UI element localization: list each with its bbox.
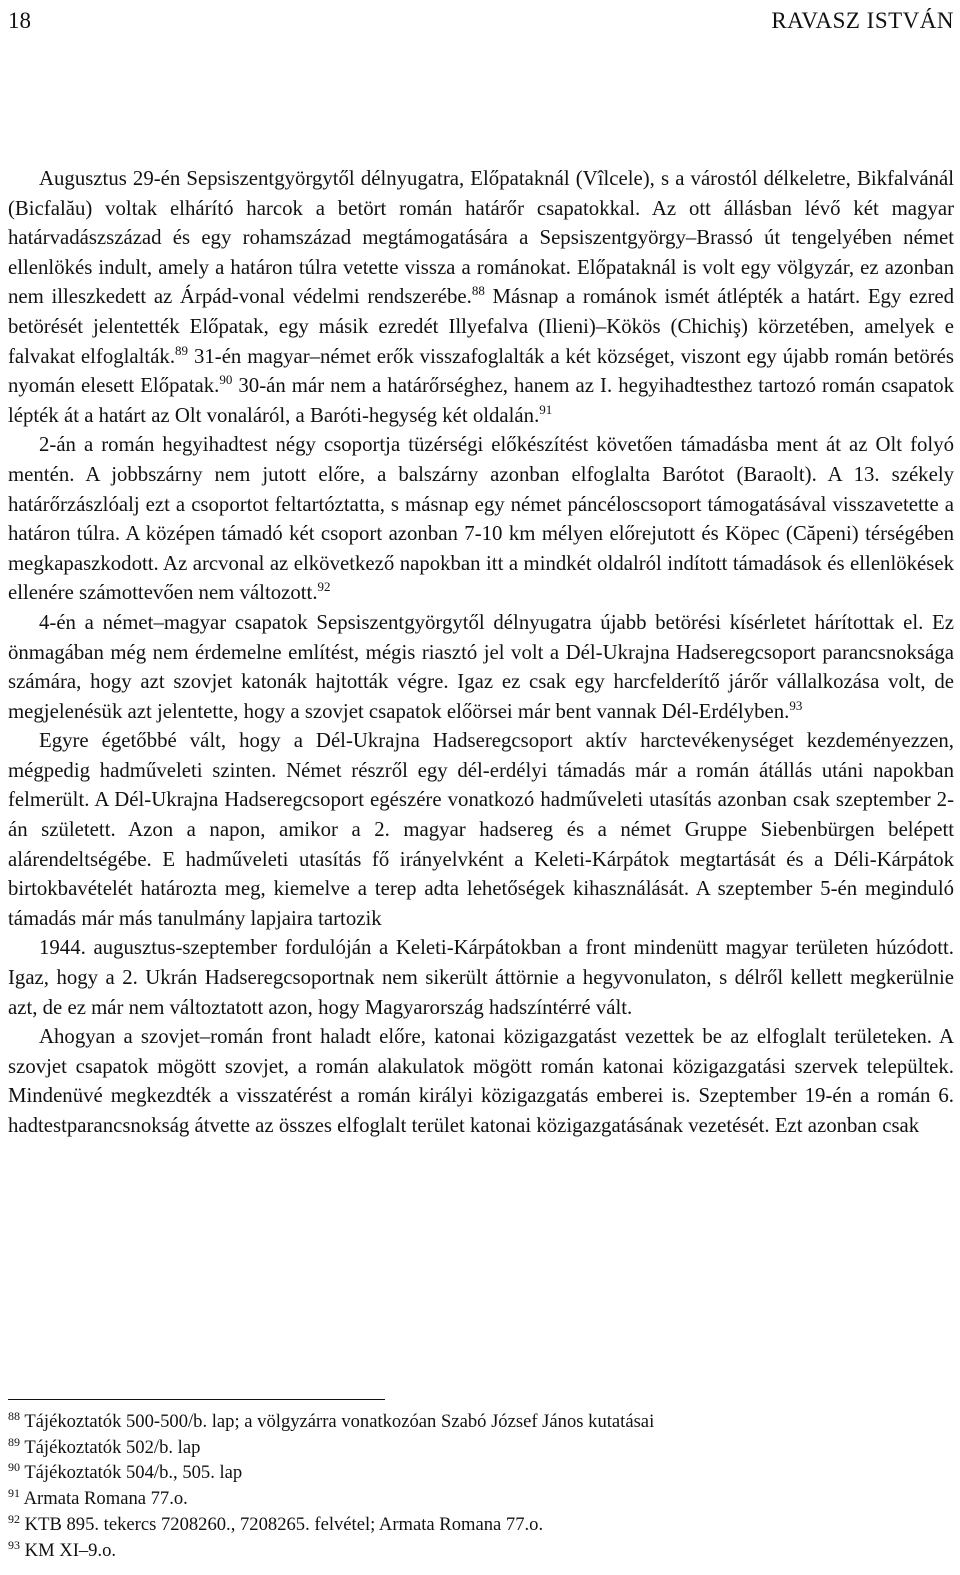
footnote-reference: 91: [539, 401, 553, 417]
footnote-number: 91: [8, 1486, 20, 1501]
footnote-item: [8, 1512, 954, 1538]
paragraph-text: Augusztus 29-én Sepsiszentgyörgytől délnyugatra, Előpataknál (Vîlcele), s a várostól délkeletre, Bikfalvánál (Bicfalău) voltak elhárító harcok a betört román határőr csapatokkal. Az ott állásban lévő két magyar határvadászszázad és egy rohamszázad megtámogatására a Sepsiszentgyörgy–Brassó út tengelyében német ellenlökés indult, amely a határon túlra vetette vissza a románokat. Előpataknál is volt egy völgyzár, ez azonban nem illeszkedett az Árpád-vonal védelmi rendszerébe.: [8, 167, 954, 309]
footnote-item: [8, 1486, 954, 1512]
paragraph-text: 30-án már nem a határőrséghez, hanem az I. hegyihadtesthez tartozó román csapatok lépték át a határt az Olt vonaláról, a Baróti-hegység két oldalán.: [8, 374, 954, 427]
body-paragraph: [8, 164, 954, 430]
body-text: [8, 164, 954, 1141]
footnote-text: KM XI–9.o.: [24, 1539, 117, 1561]
body-paragraph: [8, 933, 954, 1022]
paragraph-text: 31-én magyar–német erők visszafoglalták a két községet, viszont egy újabb román betörés nyomán elesett Előpatak.: [8, 344, 954, 398]
footnote-item: [8, 1409, 954, 1435]
footnote-number: 90: [8, 1460, 20, 1475]
body-paragraph: [8, 430, 954, 608]
footnote-reference: 90: [219, 372, 233, 388]
footnotes: [8, 1409, 954, 1563]
page-number: 18: [8, 8, 31, 33]
footnote-text: Armata Romana 77.o.: [23, 1488, 188, 1510]
paragraph-text: Egyre égetőbbé vált, hogy a Dél-Ukrajna Hadseregcsoport aktív harctevékenységet kezdeményezzen, mégpedig hadműveleti szinten. Német részről egy dél-erdélyi támadás már a román átállás utáni napokban felmerült. A Dél-Ukrajna Hadseregcsoport egészére vonatkozó hadműveleti utasítás azonban csak szeptember 2-án született. Azon a napon, amikor a 2. magyar hadsereg és a német Gruppe Siebenbürgen belépett alárendeltségébe. E hadműveleti utasítás fő irányelvként a Keleti-Kárpátok megtartását és a Déli-Kárpátok birtokbavételét határozta meg, kiemelve a terep adta lehetőségek kihasználását. A szeptember 5-én meginduló támadás már más tanulmány lapjaira tartozik: [8, 729, 954, 930]
footnote-reference: 93: [789, 697, 803, 713]
footnote-text: Tájékoztatók 502/b. lap: [24, 1436, 201, 1458]
body-paragraph: [8, 1022, 954, 1140]
paragraph-text: Másnap a románok ismét átlépték a határt. Egy ezred betörését jelentették Előpatak, egy másik ezredét Illyefalva (Ilieni)–Kökös (Chichiş) körzetében, amelyek e falvakat elfoglalták.: [8, 285, 954, 368]
footnote-reference: 88: [471, 283, 485, 299]
footnote-text: KTB 895. tekercs 7208260., 7208265. felvétel; Armata Romana 77.o.: [24, 1513, 544, 1535]
footnote-text: Tájékoztatók 500-500/b. lap; a völgyzárra vonatkozóan Szabó József János kutatásai: [24, 1411, 655, 1432]
body-paragraph: [8, 608, 954, 726]
paragraph-text: Ahogyan a szovjet–román front haladt előre, katonai közigazgatást vezettek be az elfoglalt területeken. A szovjet csapatok mögött szovjet, a román alakulatok mögött román katonai közigazgatási szervek települtek. Mindenüvé megkezdték a visszatérést a román királyi közigazgatás emberei is. Szeptember 19-én a román 6. hadtestparancsnokság átvette az összes elfoglalt terület katonai közigazgatásának vezetését. Ezt azonban csak: [8, 1025, 954, 1137]
paragraph-text: 1944. augusztus-szeptember fordulóján a Keleti-Kárpátokban a front mindenütt magyar területen húzódott. Igaz, hogy a 2. Ukrán Hadseregcsoportnak nem sikerült áttörnie a hegyvonulaton, s délről kellett megkerülnie azt, de ez már nem változtatott azon, hogy Magyarország hadszíntérré vált.: [8, 936, 954, 1019]
page-header: [8, 4, 954, 38]
footnote-number: 93: [8, 1537, 20, 1552]
footnote-text: Tájékoztatók 504/b., 505. lap: [24, 1462, 243, 1484]
footnote-reference: 92: [317, 579, 331, 595]
footnote-number: 88: [8, 1409, 20, 1423]
footnote-item: [8, 1460, 954, 1486]
footnote-number: 89: [8, 1434, 20, 1449]
footnote-reference: 89: [175, 342, 189, 358]
paragraph-text: 4-én a német–magyar csapatok Sepsiszentgyörgytől délnyugatra újabb betörési kísérletet hárítottak el. Ez önmagában még nem érdemelne említést, mégis riasztó jel volt a Dél-Ukrajna Hadseregcsoport parancsnoksága számára, hogy azt szovjet katonák hajtották végre. Igaz ez csak egy harcfelderítő járőr vállalkozása volt, de megjelenésük azt jelentette, hogy a szovjet csapatok előörsei már bent vannak Dél-Erdélyben.: [8, 610, 954, 723]
running-head: RAVASZ ISTVÁN: [771, 8, 954, 33]
paragraph-text: 2-án a román hegyihadtest négy csoportja tüzérségi előkészítést követően támadásba ment át az Olt folyó mentén. A jobbszárny nem jutott előre, a balszárny azonban elfoglalta Barótot (Baraolt). A 13. székely határőrzászlóalj ezt a csoportot feltartóztatta, s másnap egy német páncéloscsoport támogatásával visszavetette a határon túlra. A középen támadó két csoport azonban 7-10 km mélyen előrejutott és Köpec (Căpeni) térségében megkapaszkodott. Az arcvonal az elkövetkező napokban itt a mindkét oldalról indított támadások és ellenlökések ellenére számottevően nem változott.: [8, 433, 954, 605]
footnote-number: 92: [8, 1511, 20, 1526]
footnote-item: [8, 1538, 954, 1564]
footnote-divider: [8, 1399, 385, 1400]
body-paragraph: [8, 726, 954, 933]
footnote-item: [8, 1435, 954, 1461]
